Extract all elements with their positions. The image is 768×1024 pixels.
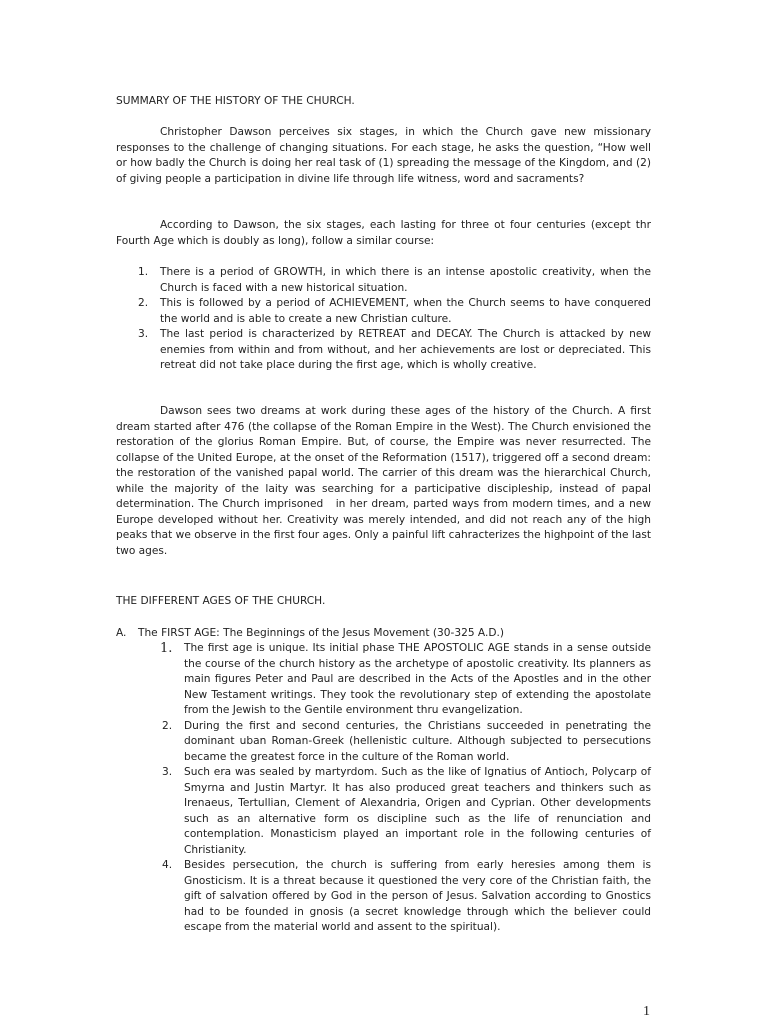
list-number: 1. [138, 266, 149, 278]
list-number: 3. [138, 328, 149, 340]
list-item [116, 327, 651, 374]
list-item-text: The first age is unique. Its initial phase THE APOSTOLIC AGE stands in a sense outside the course of the church history as the archetype of apostolic creativity. Its planners as main figures Peter and Paul are described in the Acts of the Apostles and in the other New Testament writings. They took the revolutionary step of extending the apostolate from the Jewish to the Gentile environment thru evangelization. [184, 642, 651, 716]
two-dreams-paragraph: Dawson sees two dreams at work during these ages of the history of the Church. A first dream started after 476 (the collapse of the Roman Empire in the West). The Church envisioned the restoration of the glorius Roman Empire. But, of course, the Empire was never resurrected. The collapse of the United Europe, at the onset of the Reformation (1517), triggered off a second dream: the restoration of the vanished papal world. The carrier of this dream was the hierarchical Church, while the majority of the laity was searching for a participative discipleship, instead of papal determination. The Church imprisoned in her dream, parted ways from modern times, and a new Europe developed without her. Creativity was merely intended, and did not reach any of the high peaks that we observe in the first four ages. Only a painful lift cahracterizes the highpoint of the last two ages. [116, 405, 651, 557]
section-letter: A. [116, 627, 127, 639]
list-item-text: During the first and second centuries, the Christians succeeded in penetrating the dominant uban Roman-Greek (hellenistic culture. Although subjected to persecutions became the greatest force in the culture of the Roman world. [184, 719, 651, 763]
list-item [160, 765, 651, 858]
section-title: The FIRST AGE: The Beginnings of the Jesus Movement (30-325 A.D.) [138, 627, 505, 639]
list-item [160, 858, 651, 936]
list-number: 1. [160, 641, 173, 656]
section-heading: THE DIFFERENT AGES OF THE CHURCH. [116, 595, 326, 607]
stages-intro-paragraph: According to Dawson, the six stages, each lasting for three ot four centuries (except thr Fourth Age which is doubly as long), follow a similar course: [116, 219, 651, 247]
list-item [160, 719, 651, 766]
list-item-text: Such era was sealed by martyrdom. Such as the like of Ignatius of Antioch, Polycarp of Smyrna and Justin Martyr. It has also produced great teachers and thinkers such as Irenaeus, Tertullian, Clement of Alexandria, Origen and Cyprian. Other developments such as an alternative form os discipline such as the life of renunciation and contemplation. Monasticism played an important role in the following centuries of Christianity. [184, 766, 651, 856]
list-item-text: There is a period of GROWTH, in which there is an intense apostolic creativity, when the Church is faced with a new historical situation. [160, 266, 651, 294]
list-item-text: The last period is characterized by RETREAT and DECAY. The Church is attacked by new enemies from within and from without, and her achievements are lost or depreciated. This retreat did not take place during the first age, which is wholly creative. [160, 328, 651, 371]
list-item-text: Besides persecution, the church is suffering from early heresies among them is Gnosticism. It is a threat because it questioned the very core of the Christian faith, the gift of salvation offered by God in the person of Jesus. Salvation according to Gnostics had to be founded in gnosis (a secret knowledge through which the believer could escape from the material world and assent to the spiritual). [184, 859, 651, 933]
document-title: SUMMARY OF THE HISTORY OF THE CHURCH. [116, 95, 355, 107]
stages-list [116, 265, 651, 374]
list-item-text: This is followed by a period of ACHIEVEMENT, when the Church seems to have conquered the world and is able to create a new Christian culture. [160, 297, 651, 325]
intro-paragraph: Christopher Dawson perceives six stages, in which the Church gave new missionary responses to the challenge of changing situations. For each stage, he asks the question, “How well or how badly the Church is doing her real task of (1) spreading the message of the Kingdom, and (2) of giving people a participation in divine life through life witness, word and sacraments? [116, 126, 651, 185]
list-number: 3. [162, 766, 173, 778]
list-item [116, 265, 651, 296]
page-number: 1 [643, 1004, 650, 1019]
list-number: 4. [162, 859, 173, 871]
list-item [116, 296, 651, 327]
list-item [160, 641, 651, 719]
list-number: 2. [138, 297, 149, 309]
list-number: 2. [162, 719, 173, 732]
first-age-list [160, 641, 651, 936]
